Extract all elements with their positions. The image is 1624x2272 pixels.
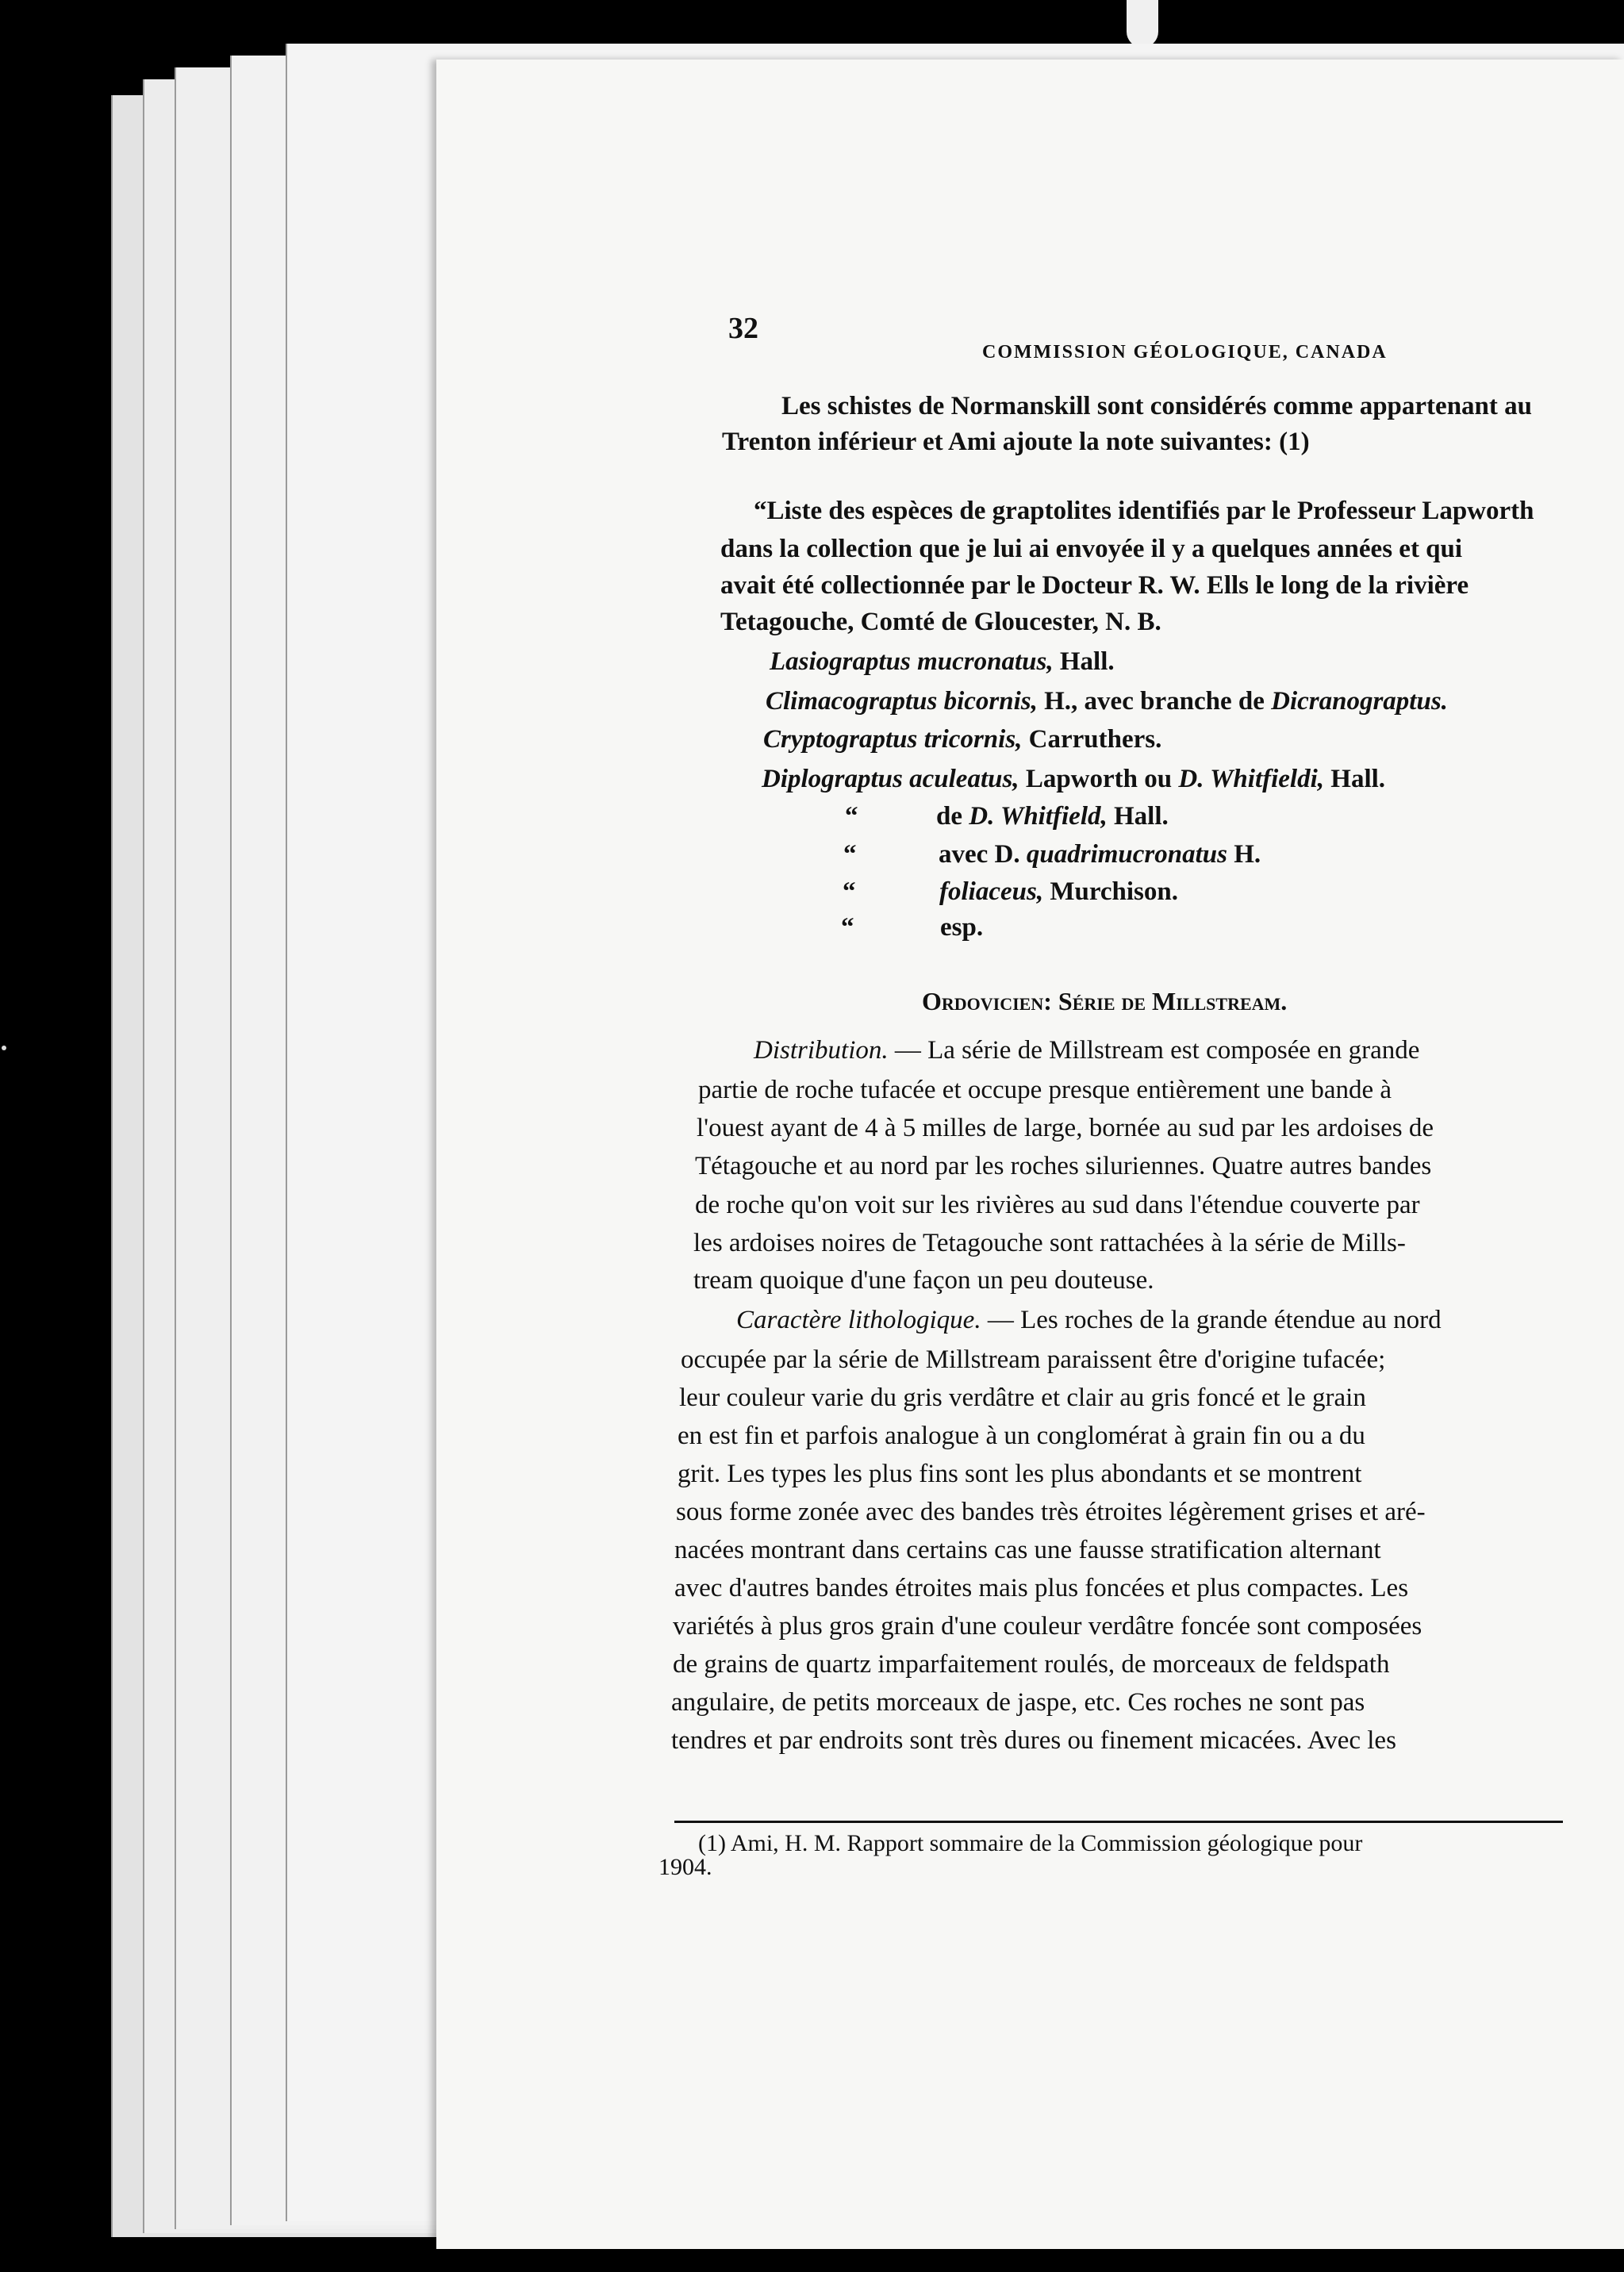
ditto-entry — [843, 835, 1261, 873]
ditto-entry — [843, 873, 1178, 911]
species-name: D. Whitfieldi, — [1178, 765, 1325, 793]
ditto-text: H. — [1227, 840, 1261, 869]
paragraph-line: les ardoises noires de Tetagouche sont rattachées à la série de Mills- — [693, 1229, 1406, 1257]
paragraph-line: avec d'autres bandes étroites mais plus foncées et plus compactes. Les — [674, 1574, 1409, 1602]
paragraph-line: angulaire, de petits morceaux de jaspe, etc. Ces roches ne sont pas — [671, 1688, 1365, 1717]
species-author: Hall. — [1053, 647, 1115, 676]
ditto-text: avec D. — [939, 840, 1027, 869]
paragraph-line: grit. Les types les plus fins sont les plus abondants et se montrent — [678, 1460, 1362, 1488]
species-name: foliaceus, — [939, 877, 1044, 906]
paragraph-label: Distribution. — [754, 1036, 889, 1065]
species-name: Climacograptus bicornis, — [766, 687, 1038, 716]
species-entry — [770, 643, 1115, 681]
species-author: Hall. — [1324, 765, 1386, 793]
intro-line: avait été collectionnée par le Docteur R. W. Ells le long de la rivière — [720, 571, 1469, 600]
paragraph-line: de roche qu'on voit sur les rivières au sud dans l'étendue couverte par — [695, 1191, 1420, 1219]
ditto-mark: “ — [843, 877, 856, 906]
paragraph-line: tendres et par endroits sont très dures ou finement micacées. Avec les — [671, 1726, 1396, 1755]
species-entry — [763, 720, 1161, 758]
species-name: Dicranograptus. — [1271, 687, 1448, 716]
ditto-text: de — [936, 802, 969, 831]
species-name: D. Whitfield, — [969, 802, 1108, 831]
section-heading: Ordovicien: Série de Millstream. — [922, 987, 1288, 1015]
species-author: H., avec branche de — [1037, 687, 1272, 716]
paragraph-line: sous forme zonée avec des bandes très étroites légèrement grises et aré- — [676, 1498, 1426, 1526]
ditto-entry — [845, 797, 1169, 835]
paragraph-text: — La série de Millstream est composée en grande — [888, 1036, 1420, 1065]
paragraph-line: occupée par la série de Millstream paraissent être d'origine tufacée; — [681, 1345, 1386, 1374]
paragraph-line: nacées montrant dans certains cas une fausse stratification alternant — [674, 1536, 1381, 1564]
species-author: Carruthers. — [1022, 725, 1162, 754]
intro-line: dans la collection que je lui ai envoyée il y a quelques années et qui — [720, 535, 1463, 563]
paragraph-line: l'ouest ayant de 4 à 5 milles de large, bornée au sud par les ardoises de — [697, 1114, 1434, 1142]
species-name: quadrimucronatus — [1026, 840, 1227, 869]
paragraph-line: variétés à plus gros grain d'une couleur verdâtre foncée sont composées — [673, 1612, 1422, 1641]
paragraph-line: partie de roche tufacée et occupe presque entièrement une bande à — [698, 1076, 1392, 1104]
footnote-rule — [674, 1821, 1563, 1823]
paragraph-line — [754, 1031, 1419, 1069]
footnote-year: 1904. — [658, 1854, 712, 1880]
ditto-text: Hall. — [1107, 802, 1169, 831]
ditto-text: esp. — [940, 913, 984, 942]
species-author: Lapworth ou — [1019, 765, 1179, 793]
species-name: Lasiograptus mucronatus, — [770, 647, 1054, 676]
intro-line: Trenton inférieur et Ami ajoute la note suivantes: (1) — [722, 428, 1310, 456]
species-name: Diplograptus aculeatus, — [762, 765, 1019, 793]
species-entry — [766, 682, 1448, 720]
intro-line: “Liste des espèces de graptolites identifiés par le Professeur Lapworth — [754, 497, 1534, 525]
paragraph-line — [736, 1301, 1442, 1339]
intro-line: Les schistes de Normanskill sont considérés comme appartenant au — [781, 392, 1532, 420]
paragraph-label: Caractère lithologique. — [736, 1306, 981, 1334]
intro-line: Tetagouche, Comté de Gloucester, N. B. — [720, 608, 1161, 636]
species-name: Cryptograptus tricornis, — [763, 725, 1023, 754]
paragraph-text: — Les roches de la grande étendue au nord — [981, 1306, 1442, 1334]
paragraph-line: de grains de quartz imparfaitement roulés, de morceaux de feldspath — [673, 1650, 1390, 1679]
paragraph-line: Tétagouche et au nord par les roches siluriennes. Quatre autres bandes — [695, 1152, 1432, 1180]
footnote-text: (1) Ami, H. M. Rapport sommaire de la Commission géologique pour — [698, 1830, 1363, 1856]
ditto-text: Murchison. — [1043, 877, 1178, 906]
ditto-entry — [841, 908, 983, 946]
paragraph-line: tream quoique d'une façon un peu douteuse. — [693, 1266, 1154, 1295]
paragraph-line: en est fin et parfois analogue à un conglomérat à grain fin ou a du — [678, 1422, 1365, 1450]
paragraph-line: leur couleur varie du gris verdâtre et clair au gris foncé et le grain — [679, 1384, 1366, 1412]
page-number: 32 — [728, 312, 758, 345]
ditto-mark: “ — [843, 840, 857, 869]
ditto-mark: “ — [845, 802, 858, 831]
running-header: COMMISSION GÉOLOGIQUE, CANADA — [982, 342, 1388, 363]
ditto-mark: “ — [841, 913, 854, 942]
species-entry — [762, 760, 1385, 798]
